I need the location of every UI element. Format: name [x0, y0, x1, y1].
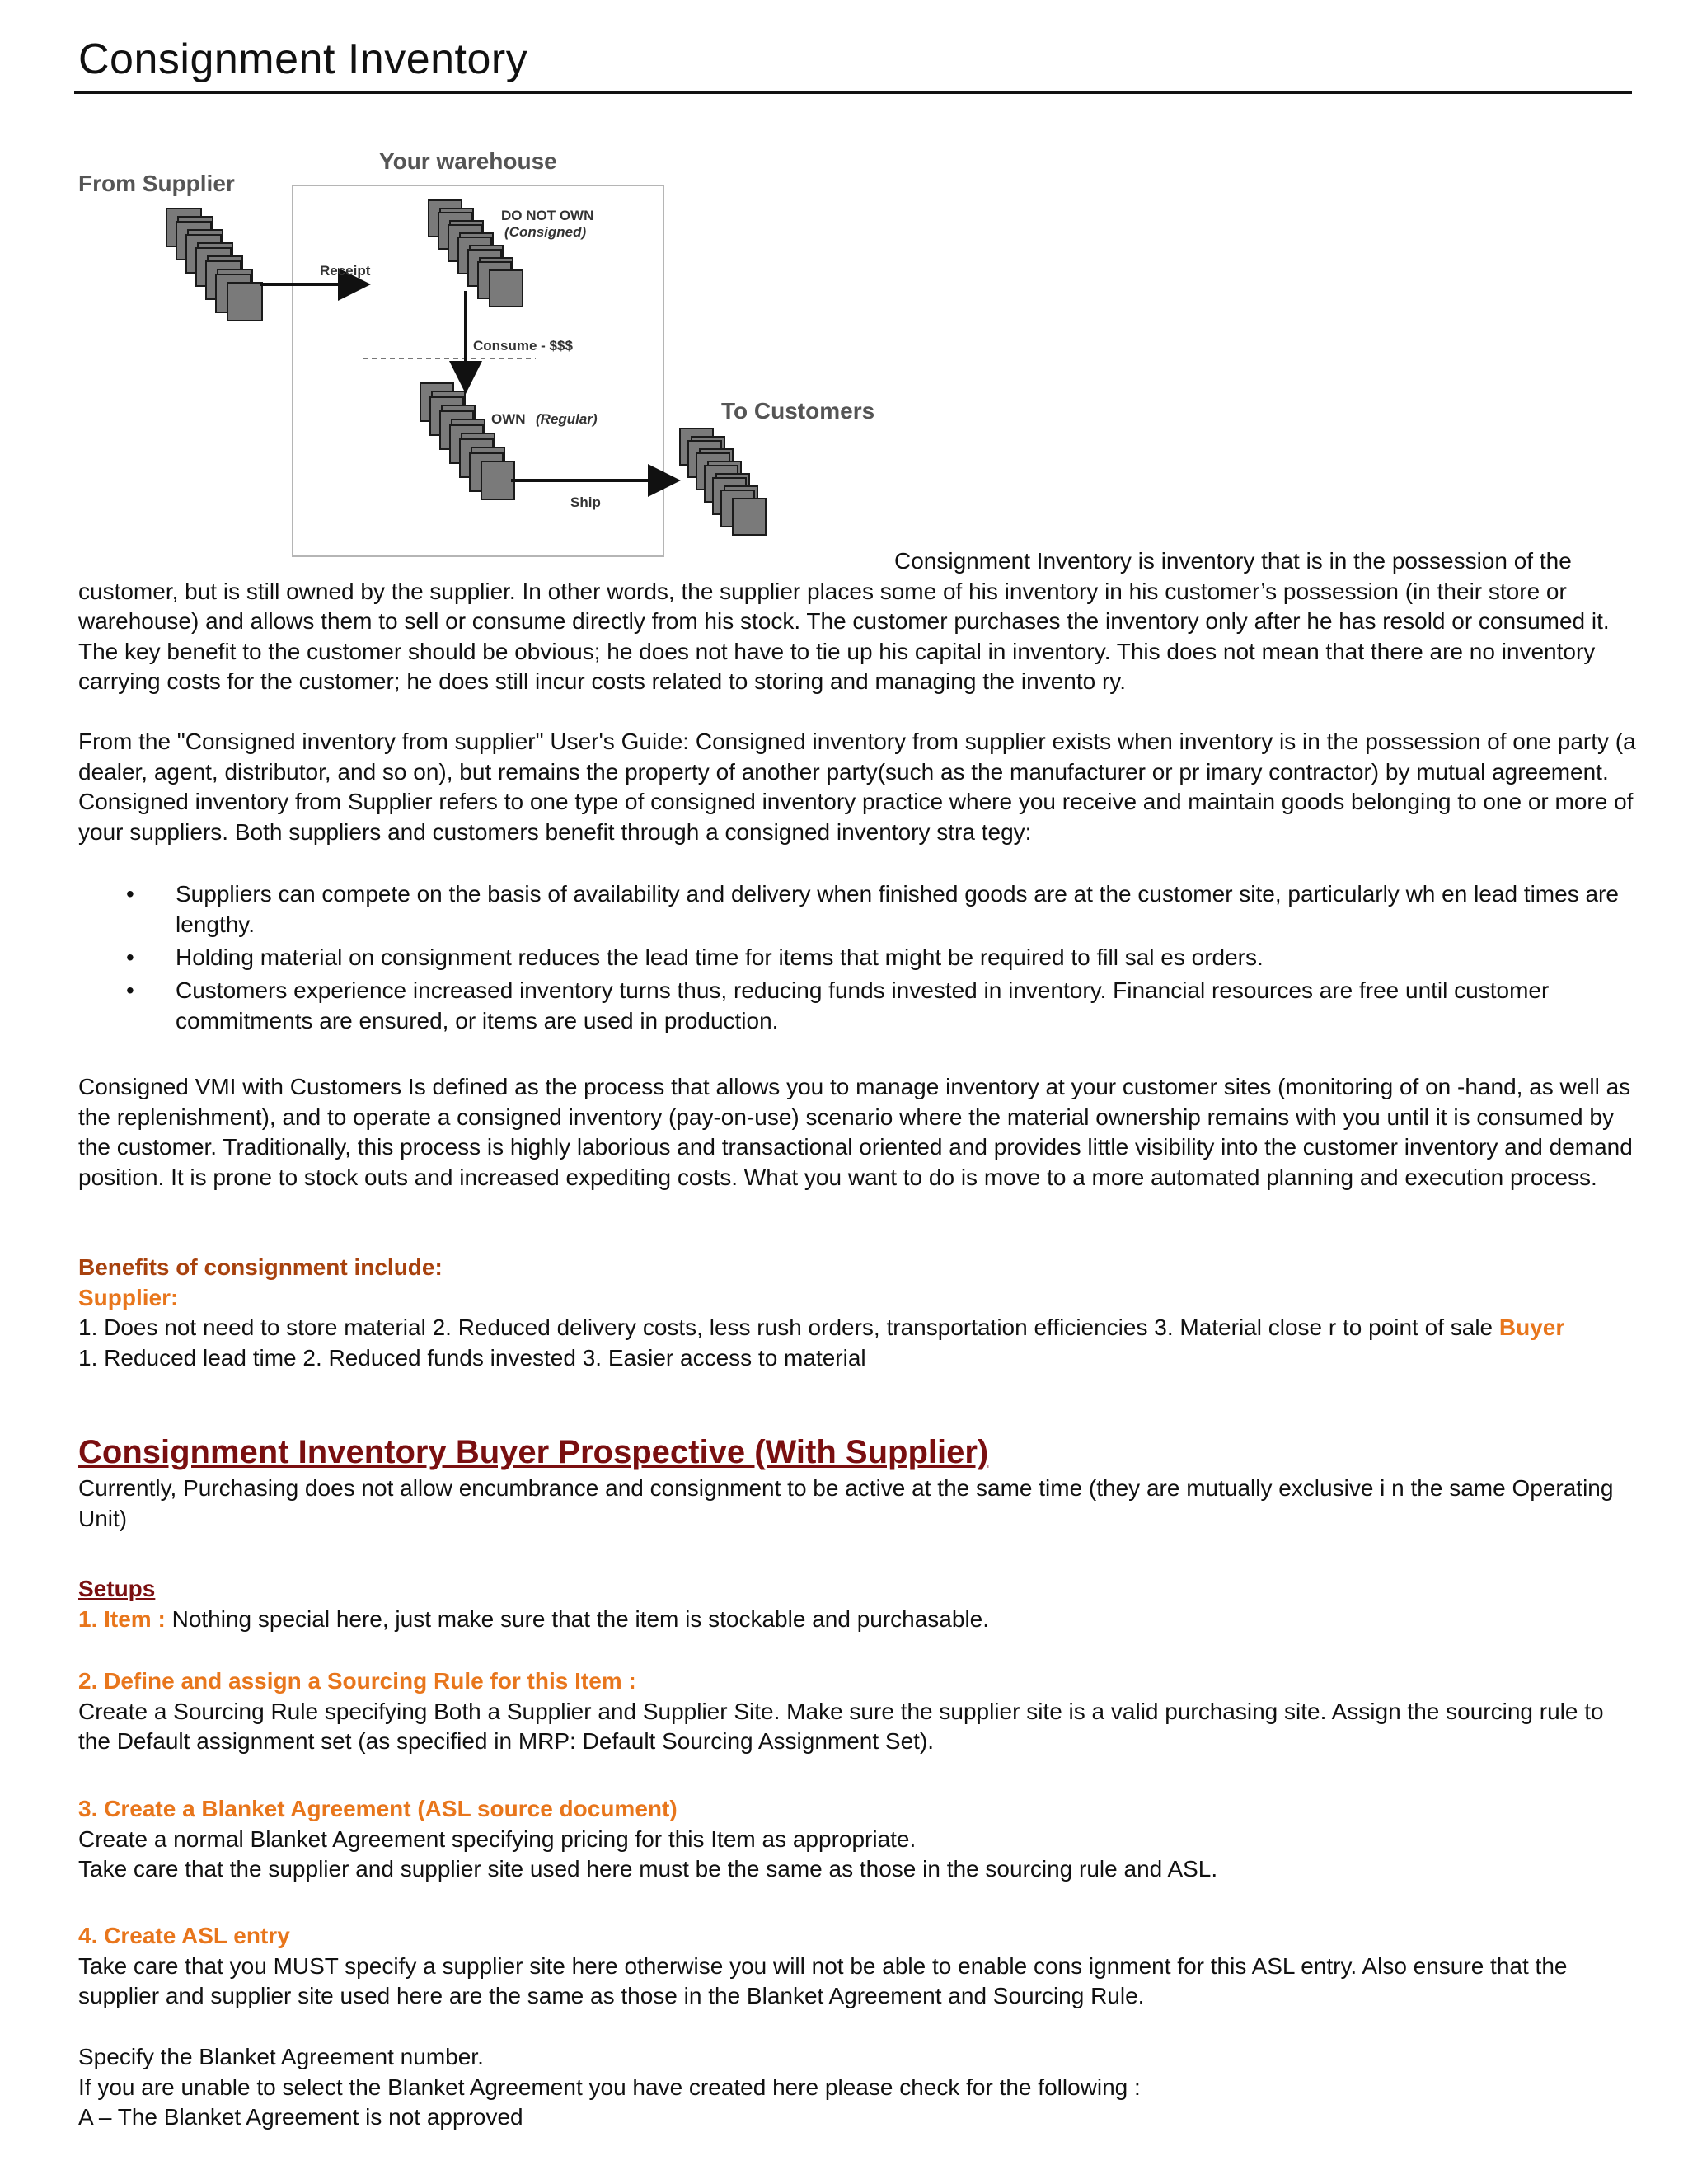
benefits-block — [78, 1253, 1636, 1373]
bullet-text: Suppliers can compete on the basis of availability and delivery when finished goods are at the customer site, particularly wh en lead times are lengthy. — [176, 881, 1619, 937]
section-heading: Consignment Inventory Buyer Prospective (With Supplier) — [78, 1434, 989, 1470]
diagram-svg — [74, 136, 898, 569]
buyer-benefits: 1. Reduced lead time 2. Reduced funds invested 3. Easier access to material — [78, 1344, 866, 1371]
step3-line2: Take care that the supplier and supplier site used here must be the same as those in the sourcing rule and ASL. — [78, 1856, 1218, 1882]
supplier-label: Supplier: — [78, 1284, 179, 1310]
supplier-benefits: 1. Does not need to store material 2. Reduced delivery costs, less rush orders, transportation efficiencies 3. Material close r to point of sale — [78, 1315, 1493, 1340]
section-text: Currently, Purchasing does not allow encumbrance and consignment to be active at the same time (they are mutually exclusive i n the same Operating Unit) — [78, 1475, 1614, 1531]
vmi-paragraph: Consigned VMI with Customers Is defined as the process that allows you to manage inventory at your customer sites (monitoring of on -hand, as well as the replenishment), and to operate a consigned inventory (pay-on-use) scenario where the material ownership remains with you until it is consumed by the customer. Traditionally, this process is highly laborious and transactional oriented and provides little visibility into the customer inventory and demand position. It is prone to stock outs and increased expediting costs. What you want to do is move to a more automated planning and execution process. — [78, 1074, 1633, 1190]
customer-inventory-stack — [680, 429, 766, 535]
your-warehouse-label: Your warehouse — [379, 148, 557, 174]
bullet-dot-icon: • — [126, 881, 134, 907]
inventory-box — [481, 462, 514, 499]
step3-block — [78, 1794, 1636, 1885]
step3-heading: 3. Create a Blanket Agreement (ASL source document) — [78, 1796, 678, 1821]
regular-label: (Regular) — [536, 411, 598, 427]
intro-first-line: Consignment Inventory is inventory that is in the possession of the — [894, 548, 1572, 574]
do-not-own-label: DO NOT OWN — [501, 208, 594, 223]
ship-label: Ship — [570, 494, 601, 510]
consignment-flow-diagram — [74, 136, 898, 569]
specify-line: Specify the Blanket Agreement number. — [78, 2044, 484, 2069]
own-label: OWN — [491, 411, 526, 427]
step2-heading: 2. Define and assign a Sourcing Rule for this Item : — [78, 1668, 636, 1694]
blanket-check-block — [78, 2042, 1636, 2133]
check-a-line: A – The Blanket Agreement is not approved — [78, 2104, 523, 2130]
from-supplier-label: From Supplier — [78, 171, 235, 196]
bullet-text: Customers experience increased inventory turns thus, reducing funds invested in inventory. Financial resources are free until customer commitments are ensured, or items are used in production. — [176, 977, 1550, 1033]
setups-heading: Setups — [78, 1576, 156, 1601]
bullet-dot-icon: • — [126, 944, 134, 970]
list-item — [78, 975, 1636, 1036]
step3-line1: Create a normal Blanket Agreement specifying pricing for this Item as appropriate. — [78, 1825, 917, 1852]
buyer-label: Buyer — [1498, 1315, 1565, 1340]
benefits-heading: Benefits of consignment include: — [78, 1254, 443, 1280]
page-title: Consignment Inventory — [78, 35, 528, 83]
to-customers-label: To Customers — [721, 398, 875, 424]
step4-heading: 4. Create ASL entry — [78, 1923, 290, 1948]
inventory-box — [490, 270, 523, 307]
inventory-box — [227, 283, 262, 321]
list-item — [78, 942, 1636, 972]
benefit-bullet-list — [78, 879, 1636, 1038]
unable-line: If you are unable to select the Blanket Agreement you have created here please check for the following : — [78, 2074, 1141, 2100]
supplier-inventory-stack — [166, 209, 262, 321]
intro-rest: customer, but is still owned by the supplier. In other words, the supplier places some of his inventory in his customer’s possession (in their store or warehouse) and allows them to sell or consume directly from his stock. The customer purchases the inventory only after he has resold or consumed it. The key benefit to the customer should be obvious; he does not have to tie up his capital in inventory. This does not mean that there are no inventory carrying costs for the customer; he does still incur costs related to storing and managing the invento ry. — [78, 578, 1610, 694]
title-divider — [74, 91, 1632, 94]
setup-item — [78, 1605, 1636, 1635]
setups-block — [78, 1574, 1636, 1634]
receipt-label: Receipt — [320, 263, 371, 279]
item-step-text: Nothing special here, just make sure that the item is stockable and purchasable. — [165, 1605, 990, 1632]
consigned-label: (Consigned) — [504, 224, 587, 240]
item-step-label: 1. Item : — [78, 1605, 166, 1632]
step4-block — [78, 1921, 1636, 2012]
inventory-box — [733, 499, 766, 535]
step2-text: Create a Sourcing Rule specifying Both a Supplier and Supplier Site. Make sure the supplier site is a valid purchasing site. Assign the sourcing rule to the Default assignment set (as specified in MRP: Default Sourcing Assignment Set). — [78, 1698, 1604, 1754]
bullet-text: Holding material on consignment reduces the lead time for items that might be required to fill sal es orders. — [176, 944, 1264, 970]
consume-label: Consume - $$$ — [473, 338, 573, 354]
intro-paragraph — [78, 546, 1636, 697]
step2-block — [78, 1666, 1636, 1757]
bullet-dot-icon: • — [126, 977, 134, 1003]
list-item — [78, 879, 1636, 940]
step4-text: Take care that you MUST specify a supplier site here otherwise you will not be able to enable cons ignment for this ASL entry. Also ensure that the supplier and supplier site used here are the same as those in the Blanket Agreement and Sourcing Rule. — [78, 1952, 1568, 2008]
guide-paragraph: From the "Consigned inventory from supplier" User's Guide: Consigned inventory from supplier exists when inventory is in the possession of one party (a dealer, agent, distributor, and so on), but remains the property of another party(such as the manufacturer or pr imary contractor) by mutual agreement. Consigned inventory from Supplier refers to one type of consigned inventory practice where you receive and maintain goods belonging to one or more of your suppliers. Both suppliers and customers benefit through a consigned inventory stra tegy: — [78, 729, 1636, 845]
